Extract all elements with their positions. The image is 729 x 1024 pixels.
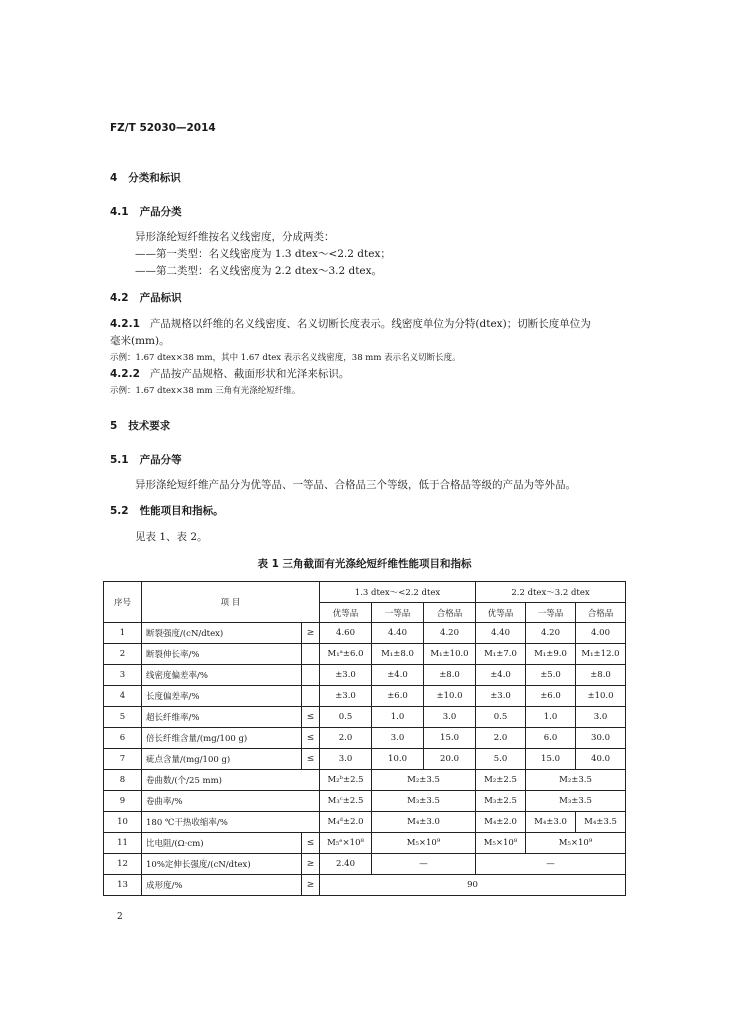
section-title: 性能项目和指标。 [139,505,224,517]
row-number: 13 [104,875,142,896]
row-symbol: ≥ [302,854,320,875]
cell: — [372,854,476,875]
page-number: 2 [117,912,123,922]
row-number: 5 [104,707,142,728]
row-symbol [302,644,320,665]
row-item: 比电阻/(Ω·cm) [142,833,302,854]
cell: M₃±2.5 [476,791,526,812]
cell: — [476,854,626,875]
cell: M₂ᵇ±2.5 [320,770,372,791]
cell: ±10.0 [576,686,626,707]
cell: 3.0 [576,707,626,728]
table-row [104,854,626,875]
clause-number: 4.2.2 [110,368,140,380]
cell: 5.0 [476,749,526,770]
table-row [104,665,626,686]
cell: M₄±3.5 [576,812,626,833]
row-symbol: ≤ [302,833,320,854]
row-number: 7 [104,749,142,770]
cell: ±3.0 [320,665,372,686]
cell: M₁±8.0 [372,644,424,665]
section-title: 分类和标识 [128,172,181,184]
cell: M₄±2.0 [476,812,526,833]
cell: 40.0 [576,749,626,770]
row-number: 1 [104,623,142,644]
cell: 2.0 [320,728,372,749]
table-row [104,791,626,812]
row-symbol: ≥ [302,875,320,896]
section-number: 4.1 [110,206,129,218]
cell: ±4.0 [372,665,424,686]
row-number: 10 [104,812,142,833]
row-number: 4 [104,686,142,707]
header-grade: 合格品 [576,603,626,623]
row-symbol [302,686,320,707]
cell: 90 [320,875,626,896]
row-item: 卷曲率/% [142,791,320,812]
cell: M₃ᶜ±2.5 [320,791,372,812]
clause-4-2-2-example: 示例：1.67 dtex×38 mm 三角有光涤纶短纤维。 [110,386,301,396]
cell: ±5.0 [526,665,576,686]
cell: ±8.0 [576,665,626,686]
row-item: 疵点含量/(mg/100 g) [142,749,302,770]
row-symbol [302,665,320,686]
cell: M₄±3.0 [372,812,476,833]
cell: 4.00 [576,623,626,644]
table-row [104,728,626,749]
cell: 3.0 [424,707,476,728]
row-symbol: ≥ [302,623,320,644]
cell: 30.0 [576,728,626,749]
section-number: 5.2 [110,505,129,517]
row-number: 8 [104,770,142,791]
section-title: 产品标识 [139,292,182,304]
document-code: FZ/T 52030—2014 [110,122,216,134]
table-row [104,644,626,665]
cell: ±3.0 [320,686,372,707]
cell: M₂±2.5 [476,770,526,791]
cell: ±6.0 [526,686,576,707]
clause-4-2-1-example: 示例：1.67 dtex×38 mm，其中 1.67 dtex 表示名义线密度，38 mm 表示名义切断长度。 [110,353,461,363]
table-row [104,833,626,854]
section-4-heading [110,170,181,185]
header-group-2: 2.2 dtex～3.2 dtex [476,582,626,603]
header-grade: 一等品 [372,603,424,623]
row-symbol: ≤ [302,728,320,749]
section-title: 产品分类 [139,206,182,218]
table-row [104,686,626,707]
classification-type-1: ——第一类型：名义线密度为 1.3 dtex～<2.2 dtex； [135,248,391,260]
header-grade: 优等品 [320,603,372,623]
cell: 4.40 [372,623,424,644]
cell: M₂±3.5 [372,770,476,791]
header-item: 项 目 [142,582,320,623]
row-number: 12 [104,854,142,875]
cell: M₅×10⁹ [526,833,626,854]
section-number: 4.2 [110,292,129,304]
cell: M₃±3.5 [526,791,626,812]
header-seq: 序号 [104,582,142,623]
cell: ±10.0 [424,686,476,707]
cell: 1.0 [526,707,576,728]
row-number: 11 [104,833,142,854]
performance-table [103,581,626,896]
classification-intro: 异形涤纶短纤维按名义线密度，分成两类： [135,231,335,243]
cell: M₃±3.5 [372,791,476,812]
row-item: 断裂强度/(cN/dtex) [142,623,302,644]
table-reference: 见表 1、表 2。 [135,531,208,543]
section-number: 5.1 [110,454,129,466]
row-number: 2 [104,644,142,665]
row-item: 180 ℃干热收缩率/% [142,812,320,833]
cell: ±3.0 [476,686,526,707]
row-number: 9 [104,791,142,812]
cell: M₅×10⁸ [476,833,526,854]
clause-number: 4.2.1 [110,318,140,330]
table-row [104,770,626,791]
cell: 4.60 [320,623,372,644]
clause-text: 产品规格以纤维的名义线密度、名义切断长度表示。线密度单位为分特(dtex)；切断长度单位为 [149,318,591,330]
section-5-heading [110,418,170,433]
cell: 6.0 [526,728,576,749]
table-row [104,812,626,833]
cell: 2.40 [320,854,372,875]
cell: 3.0 [320,749,372,770]
section-4-2-heading [110,290,182,305]
section-title: 产品分等 [139,454,182,466]
cell: M₁±12.0 [576,644,626,665]
cell: 1.0 [372,707,424,728]
clause-4-2-1-line1 [110,316,591,331]
header-grade: 合格品 [424,603,476,623]
row-item: 长度偏差率/% [142,686,302,707]
cell: M₂±3.5 [526,770,626,791]
cell: 2.0 [476,728,526,749]
row-item: 10%定伸长强度/(cN/dtex) [142,854,302,875]
row-number: 3 [104,665,142,686]
row-symbol: ≤ [302,707,320,728]
cell: M₁±9.0 [526,644,576,665]
clause-4-2-1-line2: 毫米(mm)。 [110,335,170,347]
cell: 4.20 [424,623,476,644]
table-row [104,875,626,896]
cell: 15.0 [424,728,476,749]
cell: 10.0 [372,749,424,770]
table-row [104,623,626,644]
row-symbol: ≤ [302,749,320,770]
table-row [104,707,626,728]
header-group-1: 1.3 dtex～<2.2 dtex [320,582,476,603]
cell: M₅×10⁹ [372,833,476,854]
cell: M₅ᵉ×10⁸ [320,833,372,854]
row-item: 断裂伸长率/% [142,644,302,665]
section-title: 技术要求 [128,420,171,432]
grading-text: 异形涤纶短纤维产品分为优等品、一等品、合格品三个等级，低于合格品等级的产品为等外品。 [135,479,576,491]
row-number: 6 [104,728,142,749]
section-4-1-heading [110,204,182,219]
header-grade: 优等品 [476,603,526,623]
cell: 0.5 [476,707,526,728]
header-grade: 一等品 [526,603,576,623]
row-item: 倍长纤维含量/(mg/100 g) [142,728,302,749]
cell: ±8.0 [424,665,476,686]
cell: ±6.0 [372,686,424,707]
cell: M₄ᵈ±2.0 [320,812,372,833]
section-5-1-heading [110,452,182,467]
cell: M₄±3.0 [526,812,576,833]
row-item: 线密度偏差率/% [142,665,302,686]
row-item: 卷曲数/(个/25 mm) [142,770,320,791]
cell: 0.5 [320,707,372,728]
cell: 3.0 [372,728,424,749]
clause-text: 产品按产品规格、截面形状和光泽来标识。 [149,368,350,380]
table-title: 表 1 三角截面有光涤纶短纤维性能项目和指标 [257,558,472,570]
cell: M₁±10.0 [424,644,476,665]
section-5-2-heading [110,503,224,518]
cell: M₁ᵃ±6.0 [320,644,372,665]
cell: 15.0 [526,749,576,770]
classification-type-2: ——第二类型：名义线密度为 2.2 dtex～3.2 dtex。 [135,265,383,277]
cell: M₁±7.0 [476,644,526,665]
cell: 4.40 [476,623,526,644]
cell: 20.0 [424,749,476,770]
cell: 4.20 [526,623,576,644]
section-number: 5 [110,420,118,432]
clause-4-2-2 [110,366,349,381]
row-item: 成形度/% [142,875,302,896]
table-row [104,749,626,770]
row-item: 超长纤维率/% [142,707,302,728]
cell: ±4.0 [476,665,526,686]
section-number: 4 [110,172,118,184]
